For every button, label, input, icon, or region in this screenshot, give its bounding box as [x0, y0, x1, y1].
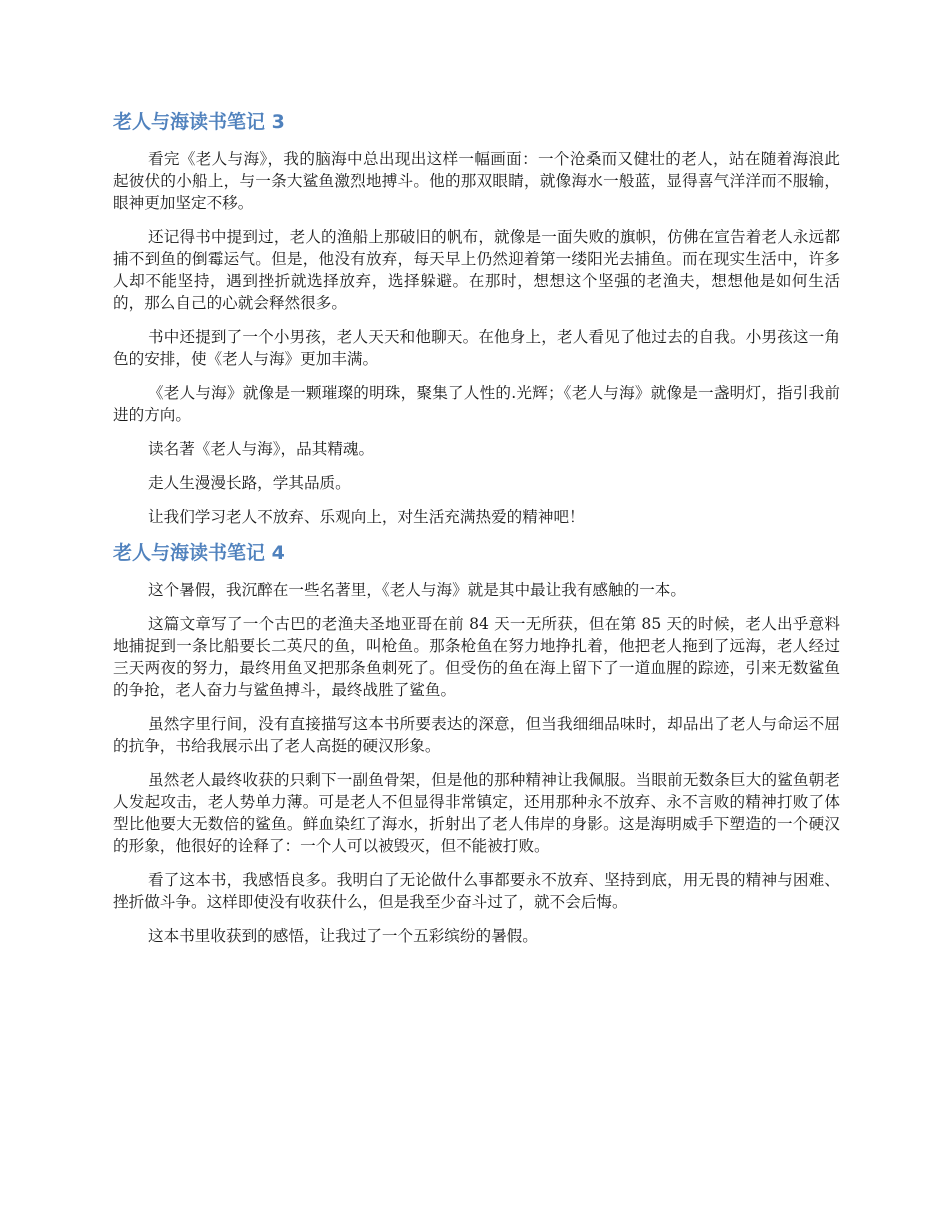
- paragraph: 这个暑假，我沉醉在一些名著里，《老人与海》就是其中最让我有感触的一本。: [148, 581, 686, 599]
- paragraph: 这本书里收获到的感悟，让我过了一个五彩缤纷的暑假。: [148, 927, 538, 945]
- paragraph: 虽然老人最终收获的只剩下一副鱼骨架，但是他的那种精神让我佩服。当眼前无数条巨大的鲨鱼朝老人发起攻击，老人势单力薄。可是老人不但显得非常镇定，还用那种永不放弃、永不言败的精神打败了体型比他要大无数倍的鲨鱼。鲜血染红了海水，折射出了老人伟岸的身影。这是海明威手下塑造的一个硬汉的形象，他很好的诠释了：一个人可以被毁灭，但不能被打败。: [113, 771, 840, 855]
- paragraph: 还记得书中提到过，老人的渔船上那破旧的帆布，就像是一面失败的旗帜，仿佛在宣告着老人永远都捕不到鱼的倒霉运气。但是，他没有放弃，每天早上仍然迎着第一缕阳光去捕鱼。而在现实生活中，许多人却不能坚持，遇到挫折就选择放弃，选择躲避。在那时，想想这个坚强的老渔夫，想想他是如何生活的，那么自己的心就会释然很多。: [113, 228, 840, 312]
- section-4: [113, 540, 840, 947]
- paragraph: 看了这本书，我感悟良多。我明白了无论做什么事都要永不放弃、坚持到底，用无畏的精神与困难、挫折做斗争。这样即使没有收获什么，但是我至少奋斗过了，就不会后悔。: [113, 871, 840, 911]
- paragraph: 走人生漫漫长路，学其品质。: [148, 474, 351, 492]
- section-heading: 老人与海读书笔记 4: [113, 542, 285, 564]
- paragraph: 让我们学习老人不放弃、乐观向上，对生活充满热爱的精神吧！: [148, 508, 585, 526]
- paragraph: 《老人与海》就像是一颗璀璨的明珠，聚集了人性的.光辉；《老人与海》就像是一盏明灯，指引我前进的方向。: [113, 384, 840, 424]
- paragraph: 看完《老人与海》，我的脑海中总出现出这样一幅画面：一个沧桑而又健壮的老人，站在随着海浪此起彼伏的小船上，与一条大鲨鱼激烈地搏斗。他的那双眼睛，就像海水一般蓝，显得喜气洋洋而不服输，眼神更加坚定不移。: [113, 150, 840, 212]
- paragraph: 书中还提到了一个小男孩，老人天天和他聊天。在他身上，老人看见了他过去的自我。小男孩这一角色的安排，使《老人与海》更加丰满。: [113, 328, 840, 368]
- paragraph: 这篇文章写了一个古巴的老渔夫圣地亚哥在前 84 天一无所获，但在第 85 天的时候，老人出乎意料地捕捉到一条比船要长二英尺的鱼，叫枪鱼。那条枪鱼在努力地挣扎着，他把老人拖到了远海，老人经过三天两夜的努力，最终用鱼叉把那条鱼刺死了。但受伤的鱼在海上留下了一道血腥的踪迹，引来无数鲨鱼的争抢，老人奋力与鲨鱼搏斗，最终战胜了鲨鱼。: [113, 615, 840, 699]
- paragraph: 虽然字里行间，没有直接描写这本书所要表达的深意，但当我细细品味时，却品出了老人与命运不屈的抗争，书给我展示出了老人高挺的硬汉形象。: [113, 715, 840, 755]
- paragraph: 读名著《老人与海》，品其精魂。: [148, 440, 375, 458]
- section-3: [113, 109, 840, 528]
- section-heading: 老人与海读书笔记 3: [113, 111, 285, 133]
